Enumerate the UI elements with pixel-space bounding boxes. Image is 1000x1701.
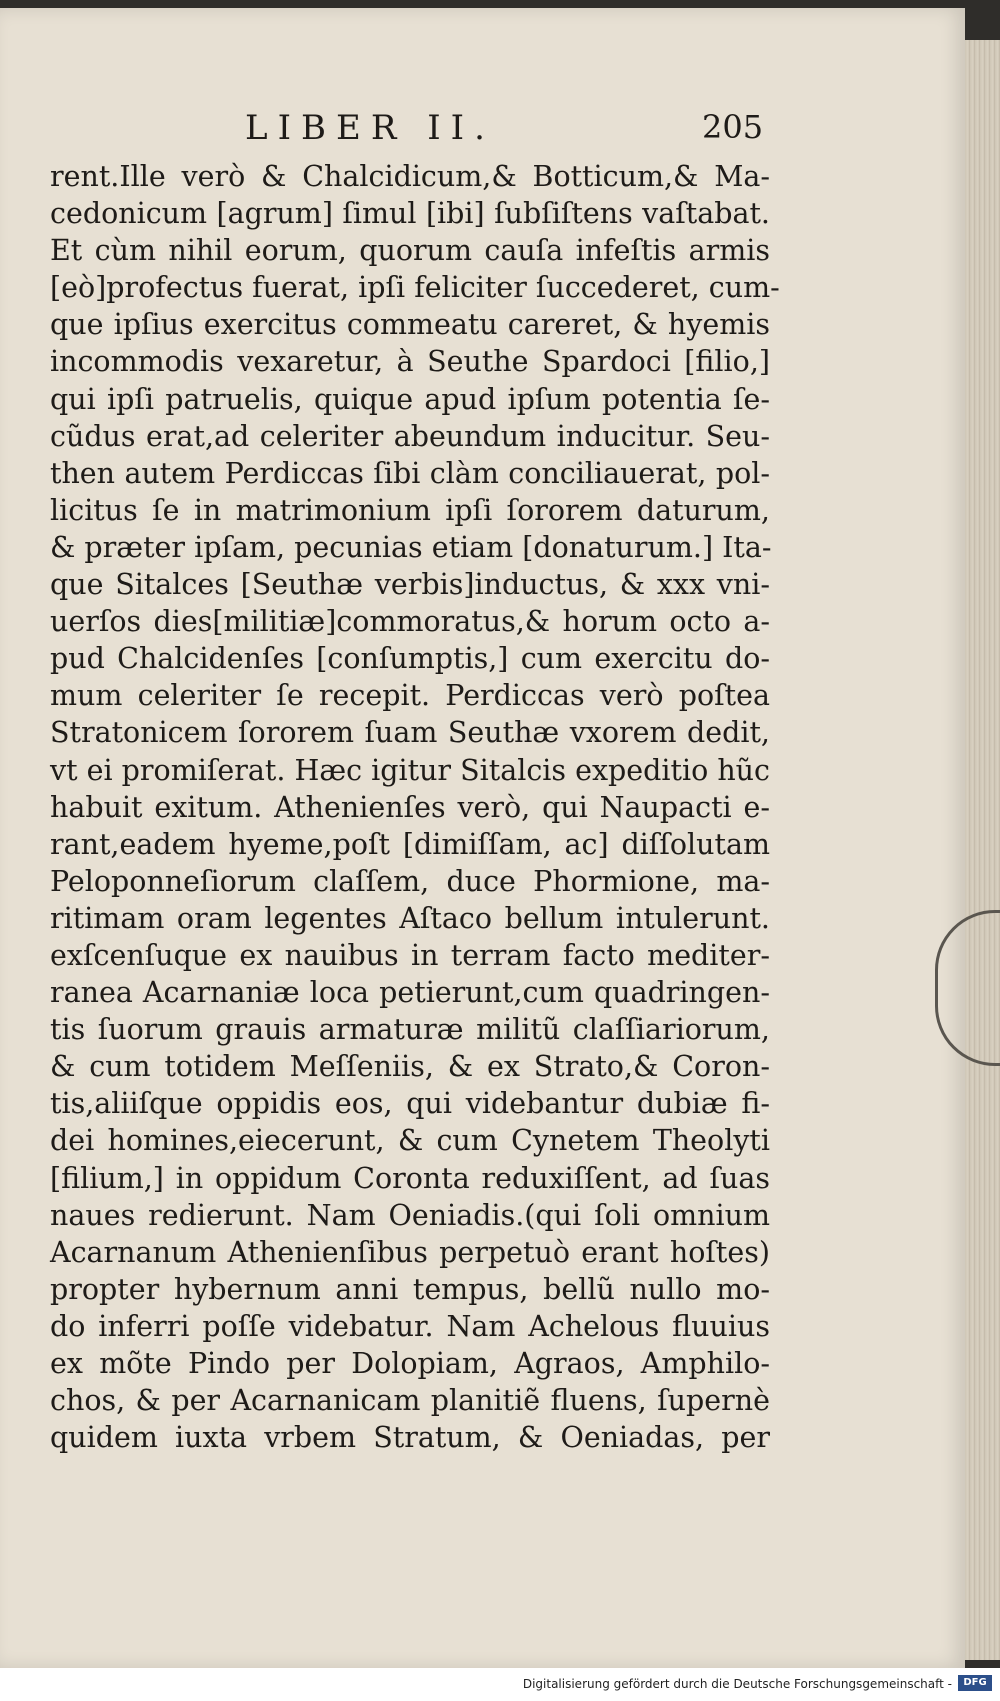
text-line: dei homines,eiecerunt, & cum Cynetem Theolyti	[50, 1124, 770, 1158]
text-line: [filium,] in oppidum Coronta reduxiſſent, ad ſuas	[50, 1161, 770, 1195]
text-line: ex mõte Pindo per Dolopiam, Agraos, Amphilo-	[50, 1347, 770, 1380]
digitization-credit: Digitalisierung gefördert durch die Deutsche Forschungsgemeinschaft -	[522, 1677, 952, 1691]
paper-page	[0, 8, 965, 1668]
text-line: chos, & per Acarnanicam planitiẽ fluens, ſupernè	[50, 1384, 770, 1418]
text-line: quidem iuxta vrbem Stratum, & Oeniadas, per	[50, 1421, 770, 1455]
text-line: cedonicum [agrum] ſimul [ibi] ſubſiſtens vaſtabat.	[50, 197, 770, 231]
running-head: LIBER II.	[245, 108, 495, 148]
text-line: & cum totidem Meſſeniis, & ex Strato,& Coron-	[50, 1050, 770, 1084]
page-number: 205	[702, 108, 764, 146]
text-line: que Sitalces [Seuthæ verbis]inductus, & xxx vni-	[50, 568, 770, 602]
text-line: rent.Ille verò & Chalcidicum,& Botticum,& Ma-	[50, 160, 770, 193]
text-line: & præter ipſam, pecunias etiam [donaturum.] Ita-	[50, 530, 772, 564]
text-line: exſcenſuque ex nauibus in terram facto mediter-	[50, 938, 770, 972]
text-line: Et cùm nihil eorum, quorum cauſa infeſtis armis	[50, 234, 770, 268]
text-line: vt ei promiſerat. Hæc igitur Sitalcis expeditio hũc	[50, 753, 770, 787]
text-line: rant,eadem hyeme,poſt [dimiſſam, ac] diſſolutam	[50, 827, 770, 861]
text-line: habuit exitum. Athenienſes verò, qui Naupacti e-	[50, 790, 770, 824]
dfg-logo: DFG	[958, 1675, 992, 1691]
text-line: que ipſius exercitus commeatu careret, & hyemis	[50, 308, 770, 342]
page-header	[50, 108, 770, 148]
text-line: mum celeriter ſe recepit. Perdiccas verò poſtea	[50, 679, 770, 713]
text-line: qui ipſi patruelis, quique apud ipſum potentia ſe-	[50, 382, 770, 416]
text-line: ritimam oram legentes Aſtaco bellum intulerunt.	[50, 901, 770, 935]
text-line: naues redierunt. Nam Oeniadis.(qui ſoli omnium	[50, 1198, 770, 1232]
text-line: propter hybernum anni tempus, bellũ nullo mo-	[50, 1272, 770, 1306]
text-line: cũdus erat,ad celeriter abeundum inducitur. Seu-	[50, 419, 770, 453]
text-line: pud Chalcidenſes [conſumptis,] cum exercitu do-	[50, 642, 770, 676]
text-line: ranea Acarnaniæ loca petierunt,cum quadringen-	[50, 976, 770, 1010]
text-line: incommodis vexaretur, à Seuthe Spardoci [filio,]	[50, 345, 770, 379]
text-line: Stratonicem ſororem ſuam Seuthæ vxorem dedit,	[50, 716, 770, 750]
text-line: licitus ſe in matrimonium ipſi ſororem daturum,	[50, 493, 770, 527]
text-line: then autem Perdiccas ſibi clàm conciliauerat, pol-	[50, 456, 770, 490]
text-line: tis ſuorum grauis armaturæ militũ claſſiariorum,	[50, 1013, 770, 1047]
text-line: tis,aliiſque oppidis eos, qui videbantur dubiæ fi-	[50, 1087, 770, 1121]
text-line: Acarnanum Athenienſibus perpetuò erant hoſtes)	[50, 1235, 770, 1269]
text-line: [eò]profectus fuerat, ipſi feliciter ſuccederet, cum-	[50, 271, 780, 305]
text-line: do inferri poſſe videbatur. Nam Achelous fluuius	[50, 1309, 770, 1343]
body-text	[50, 158, 780, 1456]
text-line: Peloponneſiorum claſſem, duce Phormione, ma-	[50, 864, 770, 898]
text-line: uerſos dies[militiæ]commoratus,& horum octo a-	[50, 605, 770, 639]
